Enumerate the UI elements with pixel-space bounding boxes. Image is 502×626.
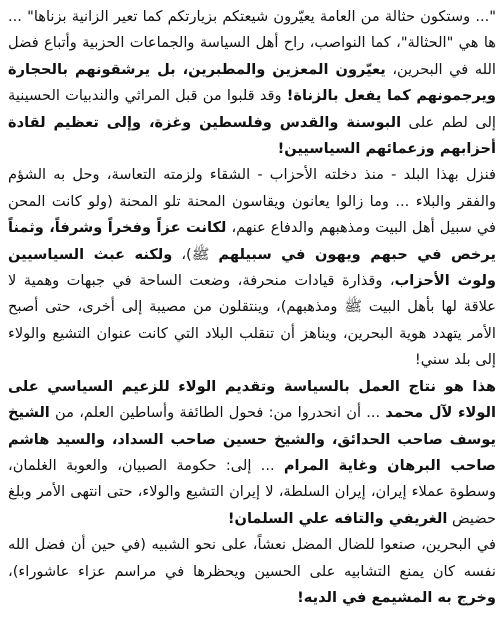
text-run: في البحرين، صنعوا للضال المضل نعشاً، على نحو الشبيه (في حين أن فضل الله نفسه كان يمنع التشابيه على الحسين ويحظرها في مراسم عزاء عاشوراء)،	[8, 536, 496, 580]
document-page	[8, 4, 496, 622]
bold-text-run: يعيّرون المعزين والمطبرين، بل يرشقونهم بالحجارة ويرجمونهم كما يفعل بالزناة!	[8, 60, 496, 105]
bold-text-run: هذا هو نتاج العمل بالسياسة وتقديم الولاء للزعيم السياسي على الولاء لآل محمد	[8, 377, 496, 422]
paragraph	[8, 4, 496, 162]
bold-text-run: الشيخ يوسف صاحب الحدائق، والشيخ حسين صاحب السداد، والسيد هاشم صاحب البرهان وغاية المرام	[8, 404, 496, 474]
text-run: "... وستكون حثالة من العامة يعيّرون شيعتكم بزيارتكم كما تعير الزانية بزناها" ... ها هي "الحثالة"، كما النواصب، راح أهل السياسة والجماعات الحزبية وأتباع فضل الله في البحرين،	[8, 8, 496, 78]
text-run: فنزل بهذا البلد - منذ دخلته الأحزاب - الشقاء ولزمته التعاسة، وحل به الشؤم والفقر والبلاء ... وما زالوا يعانون ويقاسون المحنة تلو المحنة (ولو كانت المحن في سبيل أهل البيت ومذهبهم والدفاع عنهم،	[8, 166, 497, 237]
text-run: ... أن انحدروا من: فحول الطائفة وأساطين العلم، من	[49, 404, 386, 422]
bold-text-run: البوسنة والقدس وفلسطين وغزة، وإلى تعظيم لقادة أحزابهم وزعمائهم السياسيين!	[8, 113, 496, 158]
paragraph	[8, 532, 496, 611]
bold-text-run: الغريفي والتافه علي السلمان!	[227, 509, 448, 527]
text-run: ﷺ)،	[172, 245, 219, 263]
paragraph	[8, 162, 496, 373]
bold-text-run: وخرج به المشيمع في الديه!	[297, 588, 496, 606]
text-run: وقد قلبوا من قبل المراثي والندبيات الحسينية إلى لطم على	[8, 87, 496, 131]
text-run: ، وقذارة قيادات منحرفة، وضعت الساحة في جبهات وهمية لا علاقة لها بأهل البيت ﷺ ومذهبهم)، وينتقلون من مصيبة إلى أخرى، حتى أصبح الأمر يتهدد هوية البحرين، ويناهز أن تنقلب البلاد التي كانت عنوان التشيع والولاء إلى بلد سني!	[8, 272, 496, 369]
bold-text-run: ولكنه عبث السياسيين ولوث الأحزاب	[8, 245, 496, 290]
paragraph	[8, 374, 496, 532]
bold-text-run: لكانت عزاً وفخراً وشرفاً، وثمناً يرخص في حبهم ويهون في سبيلهم	[8, 219, 496, 263]
text-run: ... إلى: حكومة الصبيان، والعوبة الغلمان، وسطوة عملاء إيران، إيران السلطة، لا إيران التشيع والولاء، حتى انتهى الأمر وبلغ حضيض	[8, 456, 496, 527]
